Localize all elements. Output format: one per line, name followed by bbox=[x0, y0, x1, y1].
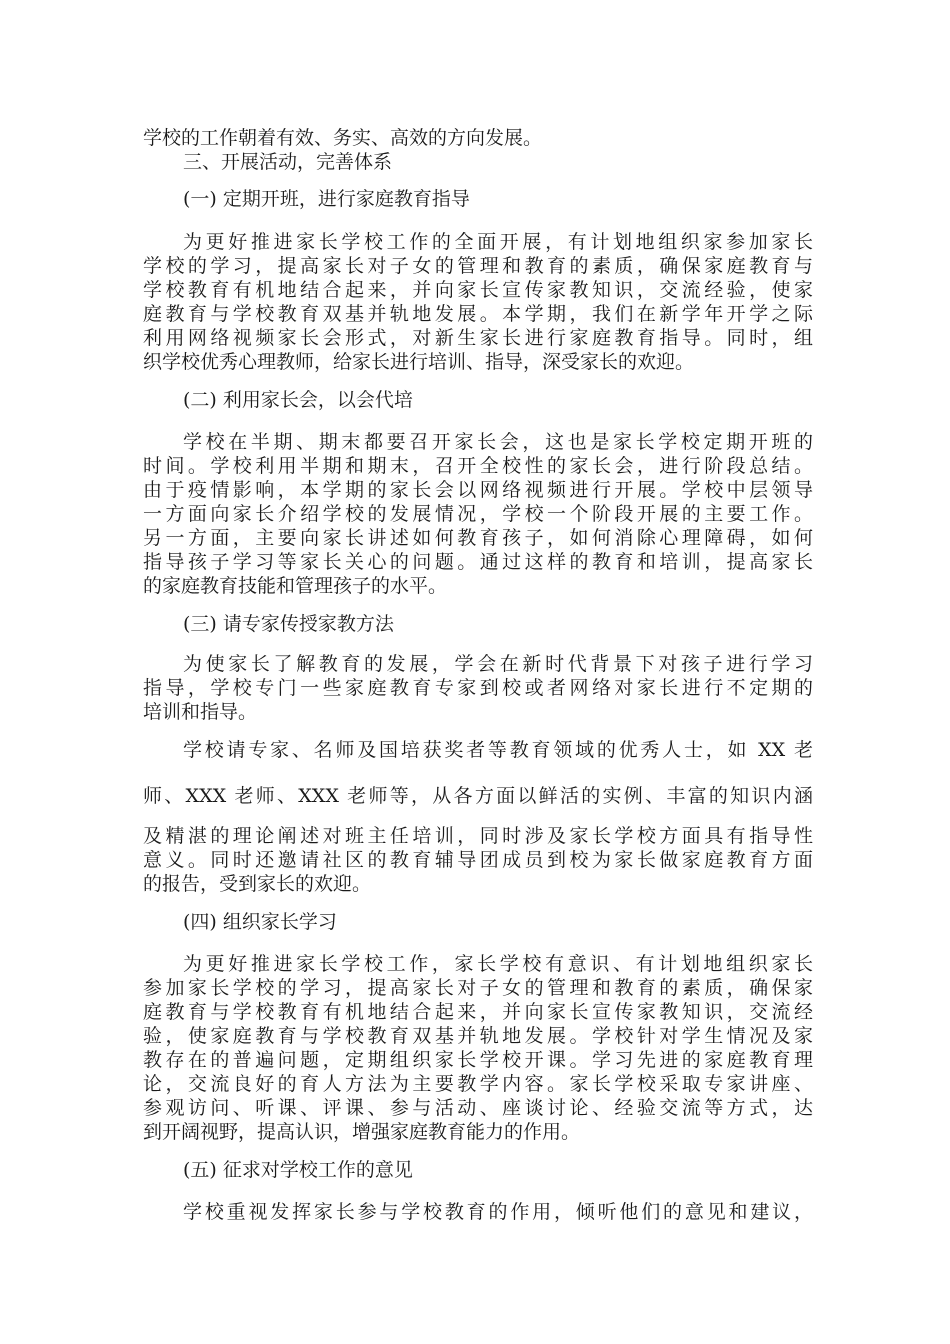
text-line: 为使家长了解教育的发展，学会在新时代背景下对孩子进行学习 bbox=[183, 653, 813, 675]
text-line: 到开阔视野，提高认识，增强家庭教育能力的作用。 bbox=[143, 1121, 581, 1143]
text-line: 培训和指导。 bbox=[143, 701, 258, 723]
subsection-heading: (二) 利用家长会，以会代培 bbox=[183, 389, 413, 411]
text-line: 参加家长学校的学习，提高家长对子女的管理和教育的素质，确保家 bbox=[143, 977, 813, 999]
text-line: 时间。学校利用半期和期末，召开全校性的家长会，进行阶段总结。 bbox=[143, 455, 813, 477]
text-line: 学校在半期、期末都要召开家长会，这也是家长学校定期开班的 bbox=[183, 431, 813, 453]
text-line: 及精湛的理论阐述对班主任培训，同时涉及家长学校方面具有指导性 bbox=[143, 825, 813, 847]
subsection-heading: (三) 请专家传授家教方法 bbox=[183, 613, 394, 635]
text-line: 为更好推进家长学校工作，家长学校有意识、有计划地组织家长 bbox=[183, 953, 813, 975]
text-line: 意义。同时还邀请社区的教育辅导团成员到校为家长做家庭教育方面 bbox=[143, 849, 813, 871]
subsection-heading: (一) 定期开班，进行家庭教育指导 bbox=[183, 188, 470, 210]
text-line: 庭教育与学校教育双基并轨地发展。本学期，我们在新学年开学之际 bbox=[143, 303, 813, 325]
text-line: 指导，学校专门一些家庭教育专家到校或者网络对家长进行不定期的 bbox=[143, 677, 813, 699]
text-line: 学校的学习，提高家长对子女的管理和教育的素质，确保家庭教育与 bbox=[143, 255, 813, 277]
text-line: 的家庭教育技能和管理孩子的水平。 bbox=[143, 575, 448, 597]
text-line: 一方面向家长介绍学校的发展情况，学校一个阶段开展的主要工作。 bbox=[143, 503, 813, 525]
text-line: 庭教育与学校教育有机地结合起来，并向家长宣传家教知识，交流经 bbox=[143, 1001, 813, 1023]
text-line: 由于疫情影响，本学期的家长会以网络视频进行开展。学校中层领导 bbox=[143, 479, 813, 501]
text-line: 学校教育有机地结合起来，并向家长宣传家教知识，交流经验，使家 bbox=[143, 279, 813, 301]
text-line: 学校的工作朝着有效、务实、高效的方向发展。 bbox=[143, 127, 543, 149]
text-line: 教存在的普遍问题，定期组织家长学校开课。学习先进的家庭教育理 bbox=[143, 1049, 813, 1071]
text-line: 织学校优秀心理教师，给家长进行培训、指导，深受家长的欢迎。 bbox=[143, 351, 695, 373]
section-heading: 三、开展活动，完善体系 bbox=[183, 151, 393, 173]
subsection-heading: (五) 征求对学校工作的意见 bbox=[183, 1159, 413, 1181]
text-line: 学校请专家、名师及国培获奖者等教育领域的优秀人士，如 XX 老 bbox=[183, 739, 813, 761]
text-line: 参观访问、听课、评课、参与活动、座谈讨论、经验交流等方式，达 bbox=[143, 1097, 813, 1119]
text-line: 验，使家庭教育与学校教育双基并轨地发展。学校针对学生情况及家 bbox=[143, 1025, 813, 1047]
text-line: 的报告，受到家长的欢迎。 bbox=[143, 873, 372, 895]
text-line: 师、XXX 老师、XXX 老师等，从各方面以鲜活的实例、丰富的知识内涵 bbox=[143, 785, 813, 807]
text-line: 为更好推进家长学校工作的全面开展，有计划地组织家参加家长 bbox=[183, 231, 813, 253]
text-line: 另一方面，主要向家长讲述如何教育孩子，如何消除心理障碍，如何 bbox=[143, 527, 813, 549]
text-line: 指导孩子学习等家长关心的问题。通过这样的教育和培训，提高家长 bbox=[143, 551, 813, 573]
subsection-heading: (四) 组织家长学习 bbox=[183, 911, 337, 933]
text-line: 论，交流良好的育人方法为主要教学内容。家长学校采取专家讲座、 bbox=[143, 1073, 813, 1095]
text-line: 利用网络视频家长会形式，对新生家长进行家庭教育指导。同时，组 bbox=[143, 327, 813, 349]
text-line: 学校重视发挥家长参与学校教育的作用，倾听他们的意见和建议， bbox=[183, 1201, 813, 1223]
